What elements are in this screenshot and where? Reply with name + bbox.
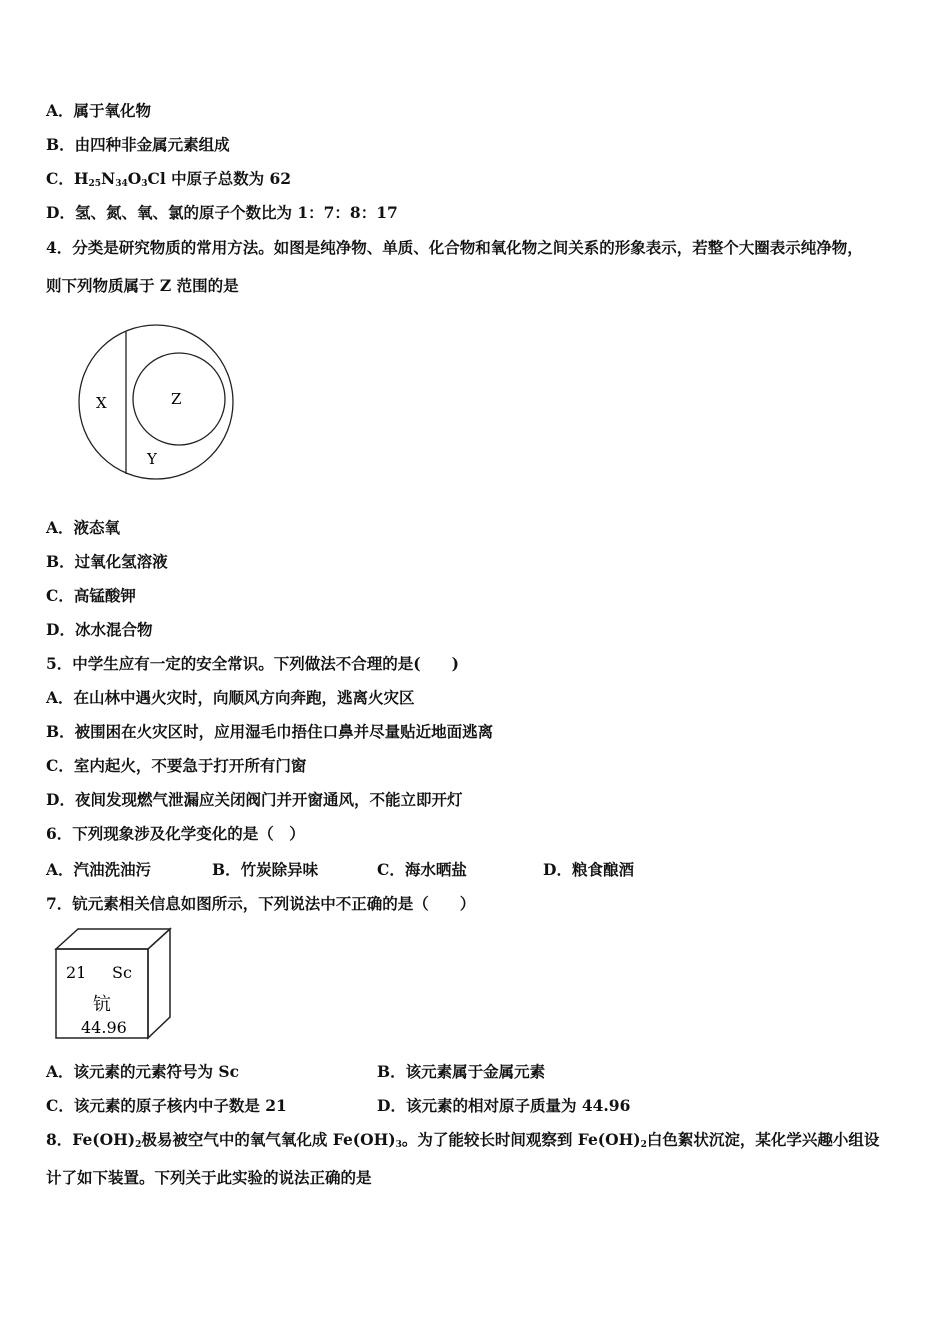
q4-option-c: C．高锰酸钾 — [46, 586, 136, 605]
atomic-mass: 44.96 — [81, 1018, 127, 1037]
q7-option-a: A．该元素的元素符号为 Sc — [46, 1062, 240, 1081]
q8-stem-e: 。为了能较长时间观察到 Fe(OH) — [401, 1130, 641, 1149]
label-y: Y — [147, 450, 157, 468]
q6-option-a: A．汽油洗油污 — [46, 860, 152, 879]
q6-option-d: D．粮食酿酒 — [543, 860, 634, 879]
q8-stem-a: 8．Fe(OH) — [46, 1130, 136, 1149]
q4-option-a: A．液态氧 — [46, 518, 121, 537]
q4-stem-line1: 4．分类是研究物质的常用方法。如图是纯净物、单质、化合物和氧化物之间关系的形象表示，若整个大圈表示纯净物， — [46, 238, 863, 257]
q3-option-a: A．属于氧化物 — [46, 101, 152, 120]
cube-side — [148, 929, 170, 1038]
q7-option-c: C．该元素的原子核内中子数是 21 — [46, 1096, 287, 1115]
q3-option-c-pre: C．H — [46, 169, 89, 188]
q8-stem-c: 极易被空气中的氧气氧化成 Fe(OH) — [141, 1130, 396, 1149]
q5-option-d: D．夜间发现燃气泄漏应关闭阀门并开窗通风，不能立即开灯 — [46, 790, 463, 809]
label-x: X — [96, 394, 107, 412]
q5-stem: 5．中学生应有一定的安全常识。下列做法不合理的是( ) — [46, 654, 459, 673]
q3-option-c-o: O — [127, 169, 142, 188]
q3-option-b: B．由四种非金属元素组成 — [46, 135, 230, 154]
q7-stem: 7．钪元素相关信息如图所示，下列说法中不正确的是（ ） — [46, 894, 476, 913]
label-z: Z — [171, 390, 182, 408]
q8-stem-line2: 计了如下装置。下列关于此实验的说法正确的是 — [46, 1168, 372, 1187]
element-symbol: Sc — [112, 963, 132, 982]
element-name: 钪 — [93, 994, 111, 1015]
q5-option-c: C．室内起火，不要急于打开所有门窗 — [46, 756, 307, 775]
cube-top — [56, 929, 170, 949]
q4-stem-line2: 则下列物质属于 Z 范围的是 — [46, 276, 239, 295]
q8-stem-sub2: 3 — [395, 1140, 402, 1150]
q5-option-a: A．在山林中遇火灾时，向顺风方向奔跑，逃离火灾区 — [46, 688, 415, 707]
scandium-element-card — [54, 927, 174, 1043]
q3-option-d: D．氢、氮、氧、氯的原子个数比为 1：7：8：17 — [46, 203, 398, 222]
q3-option-c — [46, 169, 291, 189]
q3-option-c-sub3: 3 — [141, 179, 148, 189]
q8-stem-g: 白色絮状沉淀，某化学兴趣小组设 — [646, 1130, 880, 1149]
q8-stem-line1 — [46, 1130, 879, 1150]
q7-option-b: B．该元素属于金属元素 — [377, 1062, 546, 1081]
q3-option-c-post: Cl 中原子总数为 62 — [147, 169, 292, 188]
classification-circle-diagram — [76, 322, 240, 486]
q8-stem-sub3: 2 — [640, 1140, 647, 1150]
q5-option-b: B．被围困在火灾区时，应用湿毛巾捂住口鼻并尽量贴近地面逃离 — [46, 722, 494, 741]
q6-option-c: C．海水晒盐 — [377, 860, 467, 879]
q6-stem: 6．下列现象涉及化学变化的是（ ） — [46, 824, 305, 843]
atomic-number: 21 — [66, 963, 87, 982]
q7-option-d: D．该元素的相对原子质量为 44.96 — [377, 1096, 631, 1115]
q6-option-b: B．竹炭除异味 — [212, 860, 319, 879]
q3-option-c-n: N — [101, 169, 116, 188]
q4-option-b: B．过氧化氢溶液 — [46, 552, 168, 571]
q4-option-d: D．冰水混合物 — [46, 620, 153, 639]
q3-option-c-sub2: 34 — [115, 179, 128, 189]
q8-stem-sub1: 2 — [135, 1140, 142, 1150]
q3-option-c-sub1: 25 — [88, 179, 102, 189]
